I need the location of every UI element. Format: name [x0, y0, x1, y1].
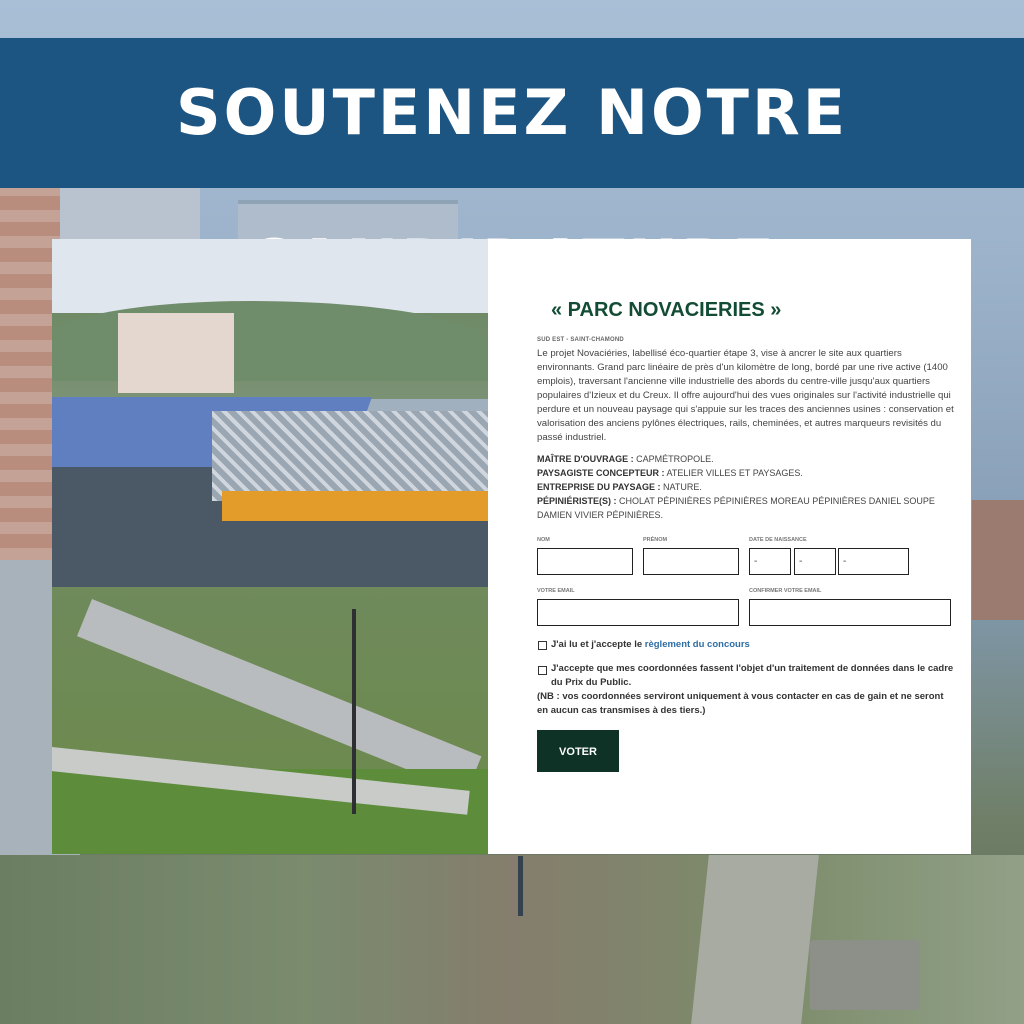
email-label: VOTRE EMAIL — [537, 588, 575, 594]
rules-text — [551, 638, 750, 652]
photo-orange-beam — [222, 491, 488, 521]
credit-row-nursery — [537, 494, 957, 522]
photo-structure — [212, 411, 488, 501]
background-facade — [0, 170, 60, 570]
birth-month-input[interactable] — [794, 548, 836, 575]
rules-link[interactable]: règlement du concours — [644, 639, 750, 650]
card-body — [488, 239, 971, 854]
credit-value: ATELIER VILLES ET PAYSAGES. — [664, 468, 803, 478]
privacy-note: (NB : vos coordonnées serviront uniquement à vous contacter en cas de gain et ne seront en aucun cas transmises à des tiers.) — [537, 691, 944, 716]
prenom-input[interactable] — [643, 548, 739, 575]
project-description: Le projet Novaciéries, labellisé éco-quartier étape 3, vise à ancrer le site aux quartiers environnants. Grand parc linéaire de près d'un kilomètre de long, bordé par une rive active (1400 emplois), traversant l'ancienne ville industrielle des abords du centre-ville jusqu'aux quartiers populaires d'Izieux et du Creux. Il offre aujourd'hui des vues originales sur l'activité industrielle qui perdure et un nouveau paysage qui s'appuie sur les traces des anciennes usines : conservation et valorisation des anciens pylônes électriques, rails, cheminées, et autres marqueurs revisités du passé industriel. — [537, 348, 954, 443]
credit-label: PAYSAGISTE CONCEPTEUR : — [537, 468, 665, 478]
credit-row-company — [537, 480, 957, 494]
credit-row-designer — [537, 466, 957, 480]
email-confirm-input[interactable] — [749, 599, 951, 626]
header-banner — [0, 38, 1024, 188]
candidature-card — [52, 239, 971, 854]
photo-tower — [118, 313, 234, 393]
email-input[interactable] — [537, 599, 739, 626]
credit-value: CAPMÉTROPOLE. — [633, 454, 714, 464]
page-title: SOUTENEZ NOTRE — [175, 76, 849, 149]
email-confirm-label: CONFIRMER VOTRE EMAIL — [749, 588, 822, 594]
credit-value: NATURE. — [660, 482, 702, 492]
project-photo — [52, 239, 488, 854]
vote-button[interactable]: VOTER — [537, 730, 619, 772]
nom-input[interactable] — [537, 548, 633, 575]
birthdate-label: DATE DE NAISSANCE — [749, 537, 807, 543]
project-title: « PARC NOVACIERIES » — [551, 299, 782, 321]
project-credits — [537, 452, 957, 522]
credit-label: MAÎTRE D'OUVRAGE : — [537, 454, 634, 464]
nom-label: NOM — [537, 537, 550, 543]
project-location: SUD EST - SAINT-CHAMOND — [537, 337, 624, 343]
background-pole — [518, 856, 523, 916]
photo-lamp-post — [352, 609, 356, 814]
credit-label: ENTREPRISE DU PAYSAGE : — [537, 482, 661, 492]
rules-checkbox[interactable] — [538, 641, 547, 650]
rules-label: J'ai lu et j'accepte le — [551, 639, 645, 650]
consent-checkbox[interactable] — [538, 666, 547, 675]
birth-year-input[interactable] — [838, 548, 909, 575]
background-path — [691, 855, 819, 1024]
background-picnic-table — [810, 940, 920, 1010]
background-right-building — [972, 500, 1024, 620]
credit-value: CHOLAT PÉPINIÈRES PÉPINIÈRES MOREAU PÉPINIÈRES DANIEL SOUPE DAMIEN VIVIER PÉPINIÈRES. — [537, 496, 935, 520]
credit-row-owner — [537, 452, 957, 466]
consent-text: J'accepte que mes coordonnées fassent l'objet d'un traitement de données dans le cadre du Prix du Public. — [551, 663, 954, 688]
credit-label: PÉPINIÉRISTE(S) : — [537, 496, 617, 506]
birth-day-input[interactable] — [749, 548, 791, 575]
prenom-label: PRÉNOM — [643, 537, 668, 543]
